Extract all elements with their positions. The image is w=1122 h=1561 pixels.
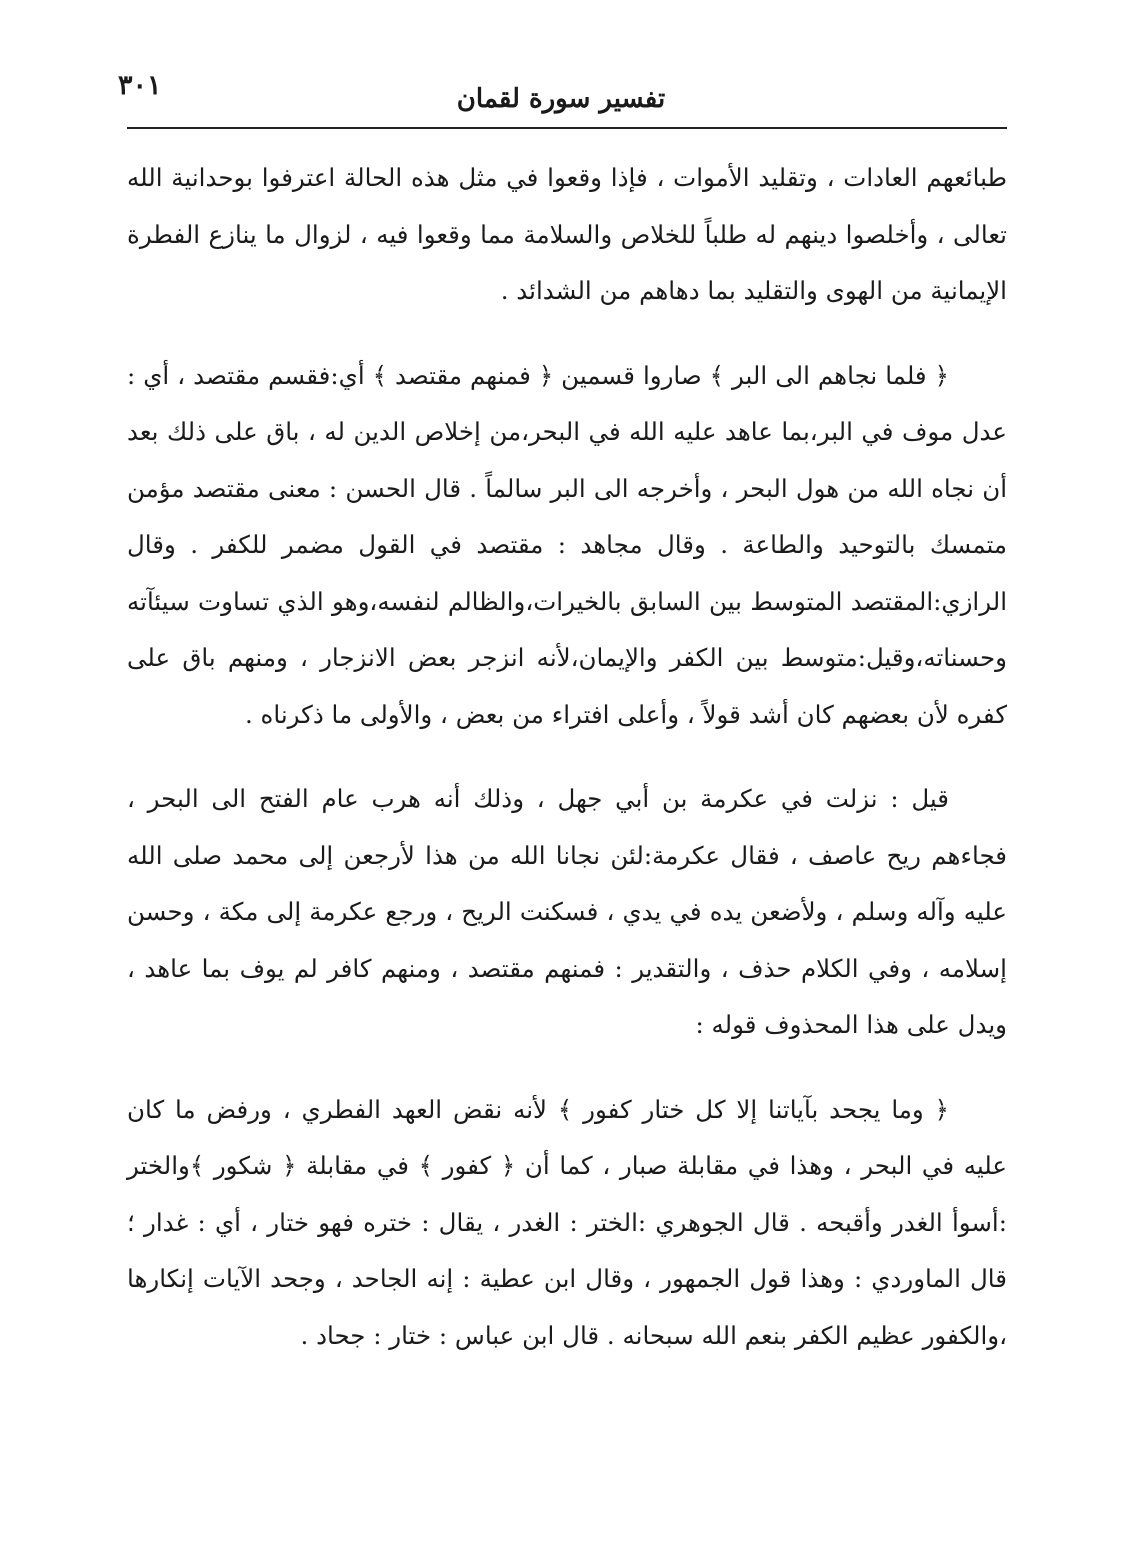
body-text <box>127 150 1007 1364</box>
paragraph-4: ﴿ وما يجحد بآياتنا إلا كل ختار كفور ﴾ لأنه نقض العهد الفطري ، ورفض ما كان عليه في البحر ، وهذا في مقابلة صبار ، كما أن ﴿ كفور ﴾ في مقابلة ﴿ شكور ﴾والختر :أسوأ الغدر وأقبحه . قال الجوهري :الختر : الغدر ، يقال : ختره فهو ختار ، أي : غدار ؛ قال الماوردي : وهذا قول الجمهور ، وقال ابن عطية : إنه الجاحد ، وجحد الآيات إنكارها ،والكفور عظيم الكفر بنعم الله سبحانه . قال ابن عباس : ختار : جحاد . <box>127 1094 1007 1350</box>
running-title: تفسير سورة لقمان <box>456 84 666 114</box>
page-number: ٣٠١ <box>118 70 162 101</box>
paragraph-2: ﴿ فلما نجاهم الى البر ﴾ صاروا قسمين ﴿ فمنهم مقتصد ﴾ أي:فقسم مقتصد ، أي : عدل موف في البر،بما عاهد عليه الله في البحر،من إخلاص الدين له ، باق على ذلك بعد أن نجاه الله من هول البحر ، وأخرجه الى البر سالماً . قال الحسن : معنى مقتصد مؤمن متمسك بالتوحيد والطاعة . وقال مجاهد : مقتصد في القول مضمر للكفر . وقال الرازي:المقتصد المتوسط بين السابق بالخيرات،والظالم لنفسه،وهو الذي تساوت سيئآته وحسناته،وقيل:متوسط بين الكفر والإيمان،لأنه انزجر بعض الانزجار ، ومنهم باق على كفره لأن بعضهم كان أشد قولاً ، وأعلى افتراء من بعض ، والأولى ما ذكرناه . <box>127 360 1007 729</box>
paragraph-1: طبائعهم العادات ، وتقليد الأموات ، فإذا وقعوا في مثل هذه الحالة اعترفوا بوحدانية الله تعالى ، وأخلصوا دينهم له طلباً للخلاص والسلامة مما وقعوا فيه ، لزوال ما ينازع الفطرة الإيمانية من الهوى والتقليد بما دهاهم من الشدائد . <box>127 163 1007 305</box>
header-rule <box>127 127 1007 129</box>
paragraph-3: قيل : نزلت في عكرمة بن أبي جهل ، وذلك أنه هرب عام الفتح الى البحر ، فجاءهم ريح عاصف ، فقال عكرمة:لئن نجانا الله من هذا لأرجعن إلى محمد صلى الله عليه وآله وسلم ، ولأضعن يده في يدي ، فسكنت الريح ، ورجع عكرمة إلى مكة ، وحسن إسلامه ، وفي الكلام حذف ، والتقدير : فمنهم مقتصد ، ومنهم كافر لم يوف بما عاهد ، ويدل على هذا المحذوف قوله : <box>127 784 1007 1039</box>
